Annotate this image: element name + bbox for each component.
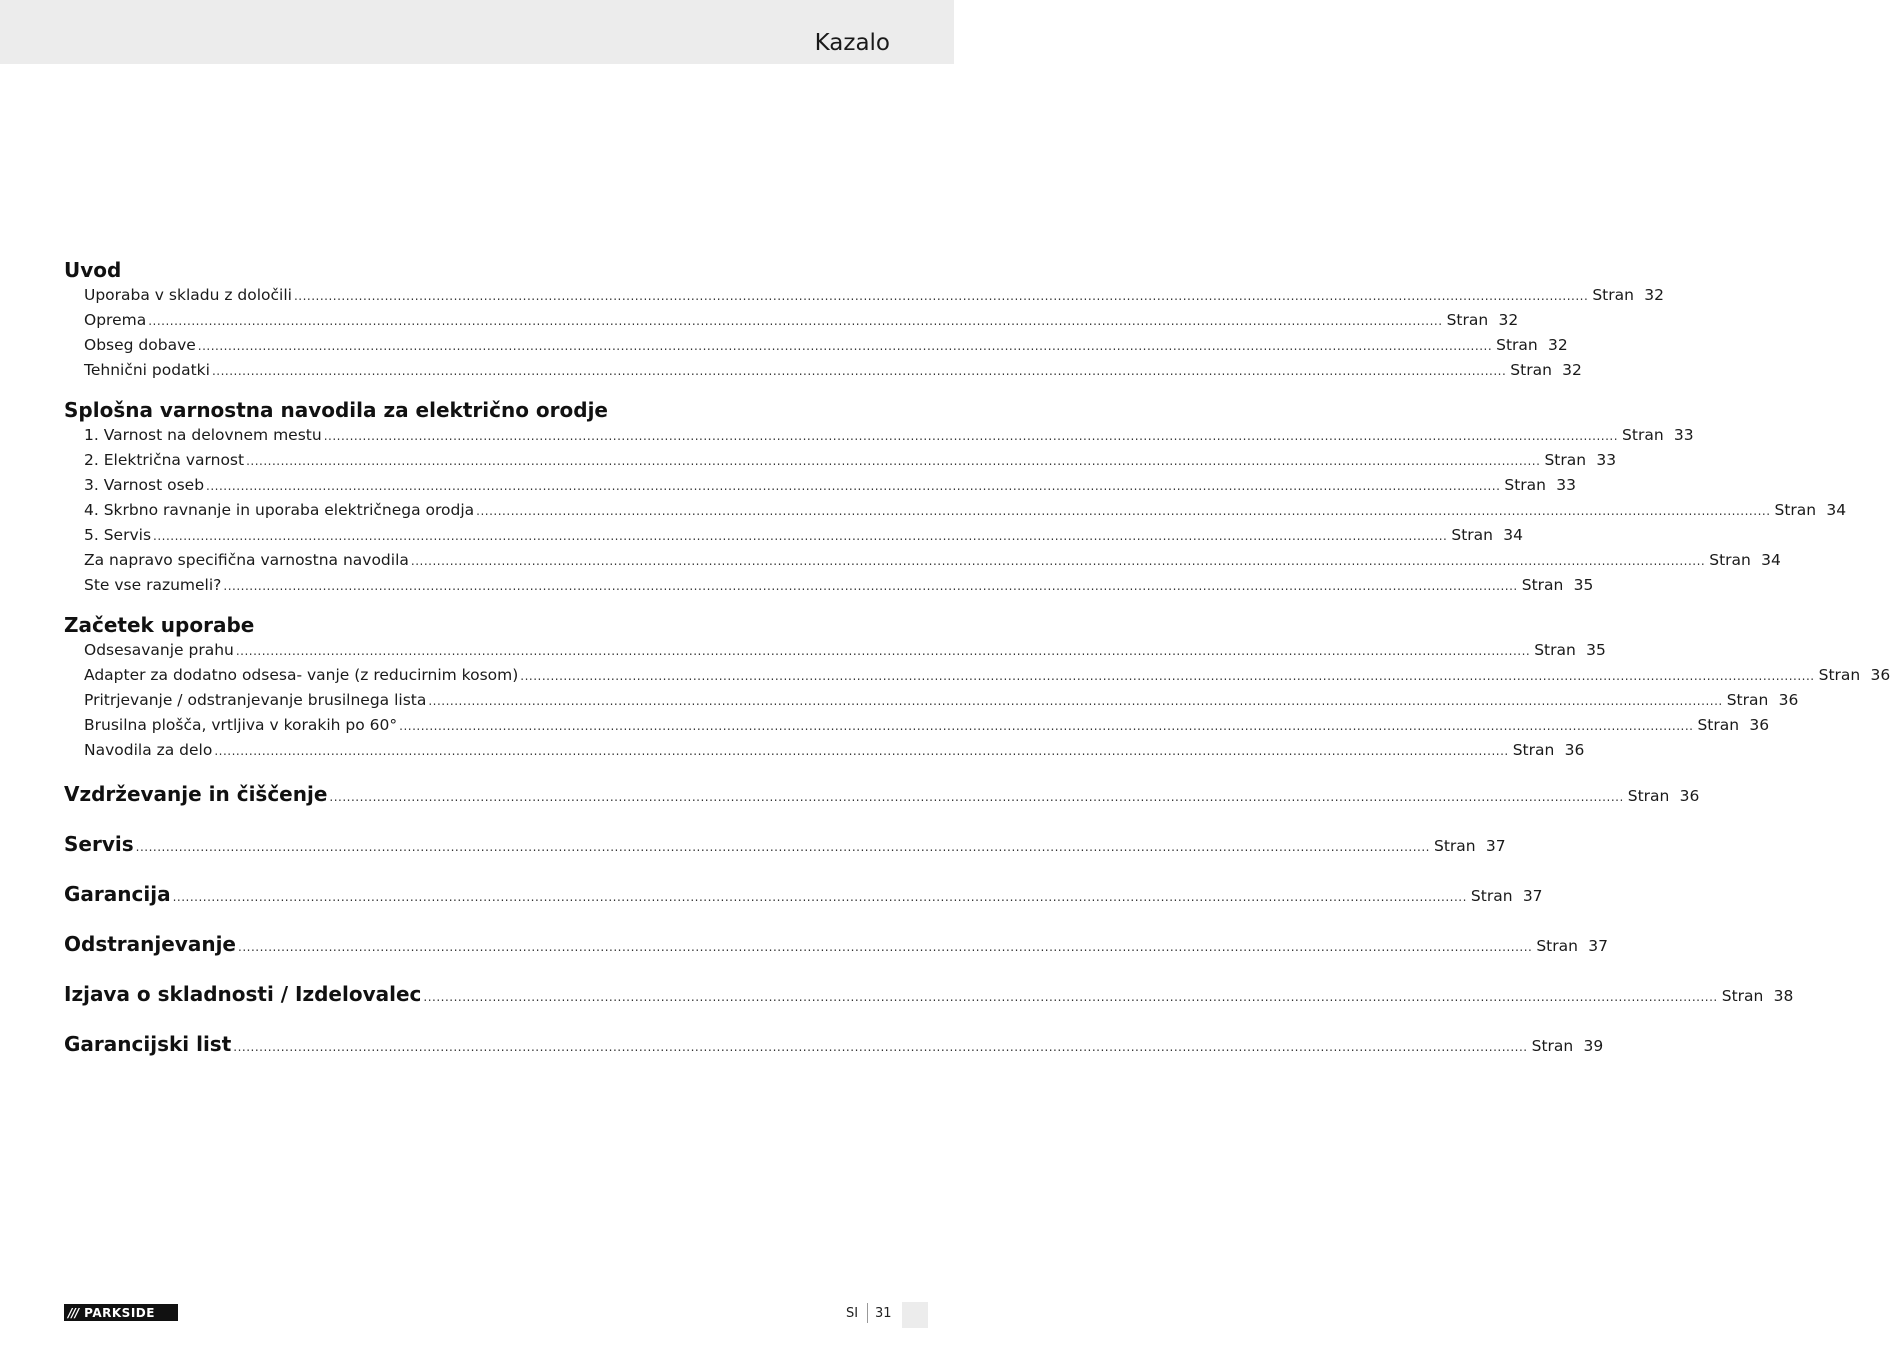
toc-entry — [64, 523, 1523, 548]
entry-page-word: Stran — [1512, 741, 1555, 759]
main-entry-page — [1536, 929, 1608, 963]
entry-page-number: 34 — [1503, 526, 1523, 544]
entry-label: 4. Skrbno ravnanje in uporaba električnega orodja — [84, 501, 475, 519]
dot-leader: ............................................................................................................................................................................................................................................................................................................ — [148, 314, 1443, 328]
entry-label: Obseg dobave — [84, 336, 196, 354]
footer-page-number: 31 — [875, 1306, 892, 1321]
entry-page-number: 38 — [1773, 987, 1794, 1005]
entry-page-number: 32 — [1562, 361, 1582, 379]
entry-label: Tehnični podatki — [84, 361, 210, 379]
entry-label: 1. Varnost na delovnem mestu — [84, 426, 322, 444]
entry-page-word: Stran — [1721, 987, 1764, 1005]
toc-entry — [64, 663, 1890, 688]
entry-label: 2. Električna varnost — [84, 451, 245, 469]
section-heading: Uvod — [64, 258, 122, 282]
header-bar — [0, 0, 954, 64]
main-entry-label: Izjava o skladnosti / Izdelovalec — [64, 982, 422, 1006]
parkside-logo — [64, 1304, 178, 1321]
dot-leader: ............................................................................................................................................................................................................................................................................................................ — [197, 339, 1493, 353]
entry-page-number: 35 — [1586, 641, 1606, 659]
entry-page-number: 33 — [1673, 426, 1694, 444]
toc-section — [64, 257, 1664, 383]
entry-page-word: Stran — [1534, 641, 1576, 659]
entry-page-word: Stran — [1521, 576, 1564, 594]
toc-entry — [64, 448, 1617, 473]
dot-leader: ............................................................................................................................................................................................................................................................................................................ — [399, 719, 1694, 733]
entry-label: 3. Varnost oseb — [84, 476, 205, 494]
logo-text: PARKSIDE — [84, 1305, 155, 1320]
toc-main-entry — [64, 777, 1700, 827]
entry-page — [1451, 523, 1523, 548]
toc-main-entry — [64, 877, 1543, 927]
entry-page-word: Stran — [1433, 837, 1476, 855]
dot-leader: ............................................................................................................................................................................................................................................................................................................ — [238, 940, 1533, 954]
entry-page — [1592, 283, 1664, 308]
entry-page-number: 37 — [1485, 837, 1506, 855]
entry-page-number: 36 — [1778, 691, 1799, 709]
toc-entry — [64, 473, 1577, 498]
entry-page-word: Stran — [1709, 551, 1751, 569]
toc-main-entry — [64, 927, 1608, 977]
entry-label: Uporaba v skladu z določili — [84, 286, 292, 304]
entry-page-word: Stran — [1544, 451, 1587, 469]
dot-leader: ............................................................................................................................................................................................................................................................................................................ — [323, 429, 1619, 443]
dot-leader: ............................................................................................................................................................................................................................................................................................................ — [153, 529, 1448, 543]
toc-entry — [64, 638, 1606, 663]
dot-leader: ............................................................................................................................................................................................................................................................................................................ — [329, 790, 1624, 804]
entry-label: Navodila za delo — [84, 741, 213, 759]
toc-singles — [64, 777, 1794, 1077]
entry-page-word: Stran — [1510, 361, 1552, 379]
dot-leader: ............................................................................................................................................................................................................................................................................................................ — [246, 454, 1541, 468]
entry-page-number: 32 — [1498, 311, 1519, 329]
entry-label: Pritrjevanje / odstranjevanje brusilnega lista — [84, 691, 427, 709]
dot-leader: ............................................................................................................................................................................................................................................................................................................ — [423, 990, 1718, 1004]
entry-page-word: Stran — [1592, 286, 1634, 304]
entry-page — [1709, 548, 1781, 573]
footer-tab-marker — [902, 1302, 928, 1328]
entry-page-number: 36 — [1679, 787, 1700, 805]
toc-section — [64, 397, 1847, 598]
entry-page — [1522, 573, 1594, 598]
entry-page-number: 32 — [1644, 286, 1664, 304]
main-entry-label: Garancija — [64, 882, 171, 906]
main-entry-label: Garancijski list — [64, 1032, 232, 1056]
section-heading: Splošna varnostna navodila za električno orodje — [64, 398, 608, 422]
entry-page-word: Stran — [1470, 887, 1513, 905]
dot-leader: ............................................................................................................................................................................................................................................................................................................ — [211, 364, 1507, 378]
toc-sections — [64, 257, 1890, 763]
entry-page-word: Stran — [1536, 937, 1578, 955]
entry-page — [1496, 333, 1568, 358]
entry-label: Adapter za dodatno odsesa- vanje (z reducirnim kosom) — [84, 666, 519, 684]
entry-page-word: Stran — [1451, 526, 1493, 544]
entry-page-number: 37 — [1522, 887, 1543, 905]
dot-leader: ............................................................................................................................................................................................................................................................................................................ — [223, 579, 1518, 593]
main-entry-page — [1471, 879, 1543, 913]
entry-label: Za napravo specifična varnostna navodila — [84, 551, 409, 569]
entry-page-word: Stran — [1774, 501, 1817, 519]
entry-page — [1697, 713, 1769, 738]
entry-label: Oprema — [84, 311, 147, 329]
entry-page-number: 39 — [1583, 1037, 1604, 1055]
toc-main-entry — [64, 977, 1794, 1027]
entry-page — [1534, 638, 1606, 663]
page-title: Kazalo — [814, 30, 890, 56]
entry-label: Ste vse razumeli? — [84, 576, 222, 594]
entry-page — [1510, 358, 1582, 383]
dot-leader: ............................................................................................................................................................................................................................................................................................................ — [233, 1040, 1528, 1054]
entry-page-word: Stran — [1504, 476, 1547, 494]
entry-page — [1544, 448, 1616, 473]
entry-page-word: Stran — [1818, 666, 1861, 684]
toc-section — [64, 612, 1890, 763]
entry-page — [1775, 498, 1847, 523]
dot-leader: ............................................................................................................................................................................................................................................................................................................ — [476, 504, 1771, 518]
dot-leader: ............................................................................................................................................................................................................................................................................................................ — [206, 479, 1501, 493]
dot-leader: ............................................................................................................................................................................................................................................................................................................ — [135, 840, 1430, 854]
entry-page-number: 35 — [1573, 576, 1594, 594]
toc-entry — [64, 283, 1664, 308]
dot-leader: ............................................................................................................................................................................................................................................................................................................ — [428, 694, 1723, 708]
main-entry-label: Vzdrževanje in čiščenje — [64, 782, 328, 806]
toc-entry — [64, 688, 1799, 713]
dot-leader: ............................................................................................................................................................................................................................................................................................................ — [235, 644, 1531, 658]
entry-page-number: 33 — [1556, 476, 1577, 494]
entry-page-number: 36 — [1749, 716, 1770, 734]
logo-slashes: /// — [68, 1305, 79, 1320]
main-entry-page — [1722, 979, 1794, 1013]
main-entry-page — [1434, 829, 1506, 863]
entry-page-word: Stran — [1622, 426, 1664, 444]
entry-page-number: 36 — [1870, 666, 1890, 684]
entry-page — [1819, 663, 1890, 688]
dot-leader: ............................................................................................................................................................................................................................................................................................................ — [172, 890, 1467, 904]
entry-page-word: Stran — [1726, 691, 1769, 709]
toc-entry — [64, 358, 1582, 383]
entry-label: Brusilna plošča, vrtljiva v korakih po 60° — [84, 716, 398, 734]
toc-entry — [64, 308, 1519, 333]
main-entry-page — [1628, 779, 1700, 813]
entry-label: Odsesavanje prahu — [84, 641, 234, 659]
entry-page-number: 34 — [1761, 551, 1781, 569]
toc-main-entry — [64, 1027, 1604, 1077]
entry-page-number: 37 — [1588, 937, 1608, 955]
dot-leader: ............................................................................................................................................................................................................................................................................................................ — [214, 744, 1509, 758]
entry-page — [1513, 738, 1585, 763]
dot-leader: ............................................................................................................................................................................................................................................................................................................ — [293, 289, 1589, 303]
footer-language: SI — [846, 1306, 859, 1321]
entry-label: 5. Servis — [84, 526, 152, 544]
entry-page-word: Stran — [1697, 716, 1740, 734]
toc-entry — [64, 498, 1847, 523]
entry-page — [1727, 688, 1799, 713]
entry-page-word: Stran — [1446, 311, 1489, 329]
toc-entry — [64, 333, 1568, 358]
entry-page-number: 36 — [1564, 741, 1585, 759]
toc-entry — [64, 548, 1781, 573]
main-entry-page — [1532, 1029, 1604, 1063]
toc-entry — [64, 738, 1585, 763]
toc-main-entry — [64, 827, 1506, 877]
dot-leader: ............................................................................................................................................................................................................................................................................................................ — [410, 554, 1706, 568]
table-of-contents — [64, 257, 1890, 1077]
entry-page-number: 34 — [1826, 501, 1847, 519]
toc-entry — [64, 573, 1594, 598]
dot-leader: ............................................................................................................................................................................................................................................................................................................ — [520, 669, 1815, 683]
main-entry-label: Odstranjevanje — [64, 932, 236, 956]
main-entry-label: Servis — [64, 832, 134, 856]
entry-page-word: Stran — [1496, 336, 1538, 354]
entry-page-number: 32 — [1548, 336, 1568, 354]
footer-divider — [867, 1303, 868, 1323]
toc-entry — [64, 713, 1770, 738]
toc-entry — [64, 423, 1694, 448]
entry-page-number: 33 — [1596, 451, 1617, 469]
section-heading: Začetek uporabe — [64, 613, 255, 637]
entry-page — [1447, 308, 1519, 333]
entry-page — [1622, 423, 1694, 448]
entry-page-word: Stran — [1627, 787, 1670, 805]
entry-page-word: Stran — [1531, 1037, 1574, 1055]
entry-page — [1504, 473, 1576, 498]
